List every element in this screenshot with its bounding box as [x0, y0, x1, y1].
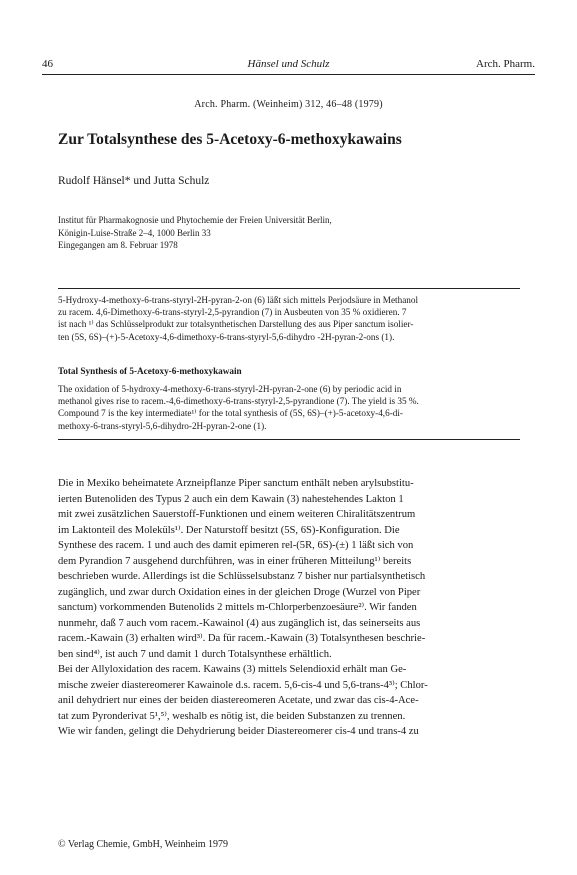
- abstract-german: [58, 294, 520, 343]
- body-line: dem Pyrandion 7 ausgehend durchführen, was in einer früheren Mitteilung¹⁾ bereits: [58, 555, 412, 567]
- affiliation-line: Institut für Pharmakognosie und Phytochemie der Freien Universität Berlin,: [58, 215, 332, 225]
- body-line: im Laktonteil des Moleküls¹⁾. Der Naturstoff besitzt (5S, 6S)-Konfiguration. Die: [58, 524, 400, 536]
- citation: Arch. Pharm. (Weinheim) 312, 46–48 (1979): [194, 99, 383, 110]
- body-line: Die in Mexiko beheimatete Arzneipflanze Piper sanctum enthält neben arylsubstitu-: [58, 478, 414, 489]
- header-rule: [42, 74, 535, 75]
- abstract-line: zu racem. 4,6-Dimethoxy-6-trans-styryl-2,5-pyrandion (7) in Ausbeuten von 35 % oxidieren. 7: [58, 307, 407, 318]
- body-line: Synthese des racem. 1 und auch des damit epimeren rel-(5R, 6S)-(±) 1 läßt sich von: [58, 540, 414, 551]
- body-line: sanctum) vorkommenden Butenolids 2 mittels m-Chlorperbenzoesäure²⁾. Wir fanden: [58, 602, 417, 613]
- body-line: tat zum Pyronderivat 5¹,⁵⁾, weshalb es nötig ist, die beiden Substanzen zu trennen.: [58, 710, 406, 722]
- authors: Rudolf Hänsel* und Jutta Schulz: [58, 175, 210, 187]
- body-line: nunmehr, daß 7 auch vom racem.-Kawainol (4) aus zugänglich ist, das seinerseits aus: [58, 617, 421, 629]
- abstract-line: The oxidation of 5-hydroxy-4-methoxy-6-trans-styryl-2H-pyran-2-one (6) by periodic acid in: [58, 384, 402, 394]
- abstract-english: [58, 383, 520, 432]
- abstract-bottom-rule: [58, 439, 520, 440]
- page-number: 46: [42, 58, 53, 70]
- body-line: beschrieben wurde. Allerdings ist die Schlüsselsubstanz 7 bisher nur partialsynthetisch: [58, 571, 426, 582]
- abstract-line: Compound 7 is the key intermediate¹⁾ for the total synthesis of (5S, 6S)–(+)-5-acetoxy-4,6-di-: [58, 408, 403, 419]
- abstract-line: methoxy-6-trans-styryl-5,6-dihydro-2H-pyran-2-one (1).: [58, 420, 267, 431]
- body-line: anil dehydriert nur eines der beiden diastereomeren Acetate, und zwar das cis-4-Ace-: [58, 695, 419, 706]
- affiliation: [58, 214, 332, 252]
- body-line: Wie wir fanden, gelingt die Dehydrierung beider Diastereomerer cis-4 und trans-4 zu: [58, 726, 419, 737]
- page-header: [42, 58, 535, 72]
- body-line: ben sind⁴⁾, ist auch 7 und damit 1 durch Totalsynthese erhältlich.: [58, 648, 332, 660]
- copyright-footer: © Verlag Chemie, GmbH, Weinheim 1979: [58, 839, 229, 850]
- body-line: zugänglich, und zwar durch Oxidation eines in der gleichen Droge (Wurzel von Piper: [58, 586, 421, 598]
- body-line: racem.-Kawain (3) erhalten wird³⁾. Da für racem.-Kawain (3) Totalsynthesen beschrie-: [58, 633, 426, 644]
- body-line: mit zwei zusätzlichen Sauerstoff-Funktionen und einem weiteren Chiralitätszentrum: [58, 509, 416, 520]
- received-date: Eingegangen am 8. Februar 1978: [58, 240, 178, 250]
- body-line: ierten Butenoliden des Typus 2 auch ein dem Kawain (3) nahestehendes Lakton 1: [58, 493, 404, 505]
- affiliation-line: Königin-Luise-Straße 2–4, 1000 Berlin 33: [58, 227, 211, 238]
- body-text: [58, 476, 520, 740]
- abstract-line: 5-Hydroxy-4-methoxy-6-trans-styryl-2H-pyran-2-on (6) läßt sich mittels Perjodsäure in Methanol: [58, 295, 419, 305]
- abstract-line: ist nach ¹⁾ das Schlüsselprodukt zur totalsynthetischen Darstellung des aus Piper sanctum isolier-: [58, 319, 414, 330]
- abstract-line: ten (5S, 6S)–(+)-5-Acetoxy-4,6-dimethoxy-6-trans-styryl-5,6-dihydro -2H-pyran-2-ons (1).: [58, 331, 395, 342]
- body-line: mische zweier diastereomerer Kawainole d.s. racem. 5,6-cis-4 und 5,6-trans-4³⁾; Chlor-: [58, 679, 428, 691]
- abstract-top-rule: [58, 288, 520, 289]
- article-title: Zur Totalsynthese des 5-Acetoxy-6-methoxykawains: [58, 131, 402, 148]
- abstract-line: methanol gives rise to racem.-4,6-dimethoxy-6-trans-styryl-2,5-pyrandione (7). The yield is 35 %.: [58, 396, 419, 407]
- abstract-english-heading: Total Synthesis of 5-Acetoxy-6-methoxykawain: [58, 366, 242, 376]
- journal-name: Arch. Pharm.: [476, 58, 535, 70]
- running-head: Hänsel und Schulz: [247, 58, 330, 70]
- body-line: Bei der Allyloxidation des racem. Kawains (3) mittels Selendioxid erhält man Ge-: [58, 664, 407, 675]
